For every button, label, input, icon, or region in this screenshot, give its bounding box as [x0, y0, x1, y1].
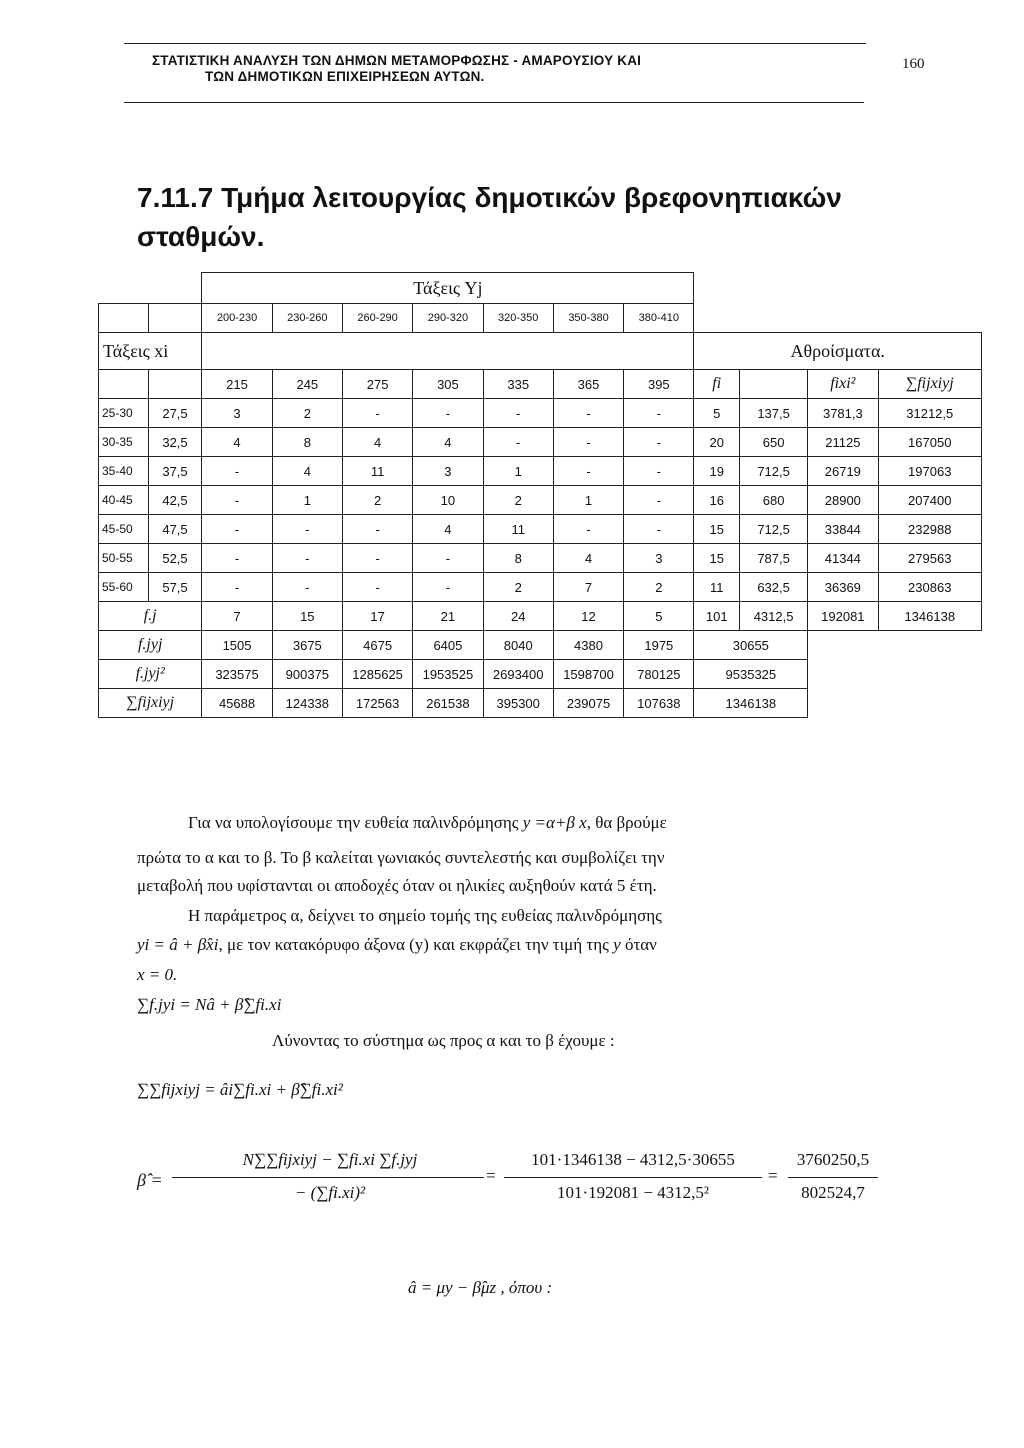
p1-text: Για να υπολογίσουμε την ευθεία παλινδρόμησης [188, 813, 519, 832]
freq-cell: 10 [413, 486, 483, 515]
fjyj2-cell: 900375 [272, 660, 342, 689]
row-sum-cell: 26719 [808, 457, 878, 486]
fj-label: f.j [99, 602, 202, 631]
fj-cell: 12 [553, 602, 623, 631]
freq-cell: - [553, 515, 623, 544]
normal-equation-2: ∑∑fijxiyj = âi∑fi.xi + β̂∑fi.xi² [137, 1080, 343, 1099]
fj-sum: 101 [694, 602, 739, 631]
sumfxy-cell: 261538 [413, 689, 483, 718]
table-row [99, 457, 982, 486]
paragraph-1 [188, 810, 667, 836]
fjyj2-cell: 1598700 [553, 660, 623, 689]
freq-cell: 1 [272, 486, 342, 515]
fjyj2-cell: 2693400 [483, 660, 553, 689]
fjyj2-cell: 323575 [202, 660, 272, 689]
row-sum-cell: 33844 [808, 515, 878, 544]
freq-cell: 3 [413, 457, 483, 486]
freq-cell: - [553, 428, 623, 457]
freq-cell: - [272, 515, 342, 544]
beta-numerator: N∑∑fijxiyj − ∑fi.xi ∑f.jyj [242, 1150, 418, 1169]
freq-cell: - [624, 457, 694, 486]
row-sum-cell: 36369 [808, 573, 878, 602]
fjyj2-total: 9535325 [694, 660, 808, 689]
paragraph-6: x = 0. [137, 965, 178, 984]
fjyj2-cell: 780125 [624, 660, 694, 689]
beta-numerator-values: 101·1346138 − 4312,5·30655 [531, 1150, 735, 1169]
freq-cell: 3 [202, 399, 272, 428]
freq-cell: 8 [483, 544, 553, 573]
x-interval: 30-35 [99, 428, 149, 457]
row-sum-cell: 20 [694, 428, 739, 457]
freq-cell: 4 [413, 428, 483, 457]
header-bottom-rule [124, 102, 864, 103]
fj-cell: 21 [413, 602, 483, 631]
row-sum-cell: 167050 [878, 428, 982, 457]
row-sum-cell: 41344 [808, 544, 878, 573]
freq-cell: - [342, 515, 412, 544]
freq-cell: 4 [272, 457, 342, 486]
x-interval: 40-45 [99, 486, 149, 515]
beta-denominator-values: 101·192081 − 4312,5² [556, 1183, 710, 1202]
x-interval: 55-60 [99, 573, 149, 602]
row-sum-cell: 232988 [878, 515, 982, 544]
y-interval: 230-260 [272, 304, 342, 333]
row-sum-cell: 230863 [878, 573, 982, 602]
freq-cell: - [202, 457, 272, 486]
freq-cell: - [553, 457, 623, 486]
row-sum-cell: 712,5 [739, 457, 807, 486]
table-row [99, 573, 982, 602]
row-sum-cell: 11 [694, 573, 739, 602]
row-sum-cell: 31212,5 [878, 399, 982, 428]
fjyj-cell: 3675 [272, 631, 342, 660]
fj-sum: 1346138 [878, 602, 982, 631]
freq-cell: - [553, 399, 623, 428]
row-sum-cell: 650 [739, 428, 807, 457]
fjyj-cell: 4675 [342, 631, 412, 660]
p5-end: όταν [624, 935, 657, 954]
p1-equation: y =α+β x [522, 813, 587, 832]
row-sum-cell: 680 [739, 486, 807, 515]
frequency-table [98, 272, 982, 780]
row-sum-cell: 3781,3 [808, 399, 878, 428]
sumfxy-cell: 124338 [272, 689, 342, 718]
y-midpoint: 395 [624, 370, 694, 399]
fjyj-cell: 6405 [413, 631, 483, 660]
freq-cell: - [342, 544, 412, 573]
p5-y: y [613, 935, 621, 954]
row-sum-cell: 787,5 [739, 544, 807, 573]
fjyj-total: 30655 [694, 631, 808, 660]
fj-cell: 7 [202, 602, 272, 631]
page-number: 160 [902, 56, 925, 72]
fj-sum: 192081 [808, 602, 878, 631]
fj-cell: 24 [483, 602, 553, 631]
y-midpoint: 365 [553, 370, 623, 399]
x-interval: 45-50 [99, 515, 149, 544]
fjyj2-cell: 1285625 [342, 660, 412, 689]
sumfxy-cell: 395300 [483, 689, 553, 718]
fjyj-cell: 8040 [483, 631, 553, 660]
header-line-2: ΤΩΝ ΔΗΜΟΤΙΚΩΝ ΕΠΙΧΕΙΡΗΣΕΩΝ ΑΥΤΩΝ. [205, 69, 485, 84]
sumfxy-cell: 45688 [202, 689, 272, 718]
freq-cell: 2 [483, 573, 553, 602]
freq-cell: - [624, 486, 694, 515]
freq-cell: 1 [483, 457, 553, 486]
fjyj-label: f.jyj [99, 631, 202, 660]
normal-equation-1: ∑f.jyi = Nâ + β̂∑fi.xi [137, 995, 282, 1014]
freq-cell: 4 [202, 428, 272, 457]
freq-cell: - [413, 544, 483, 573]
fj-sum: 4312,5 [739, 602, 807, 631]
sum-header-fixi [739, 370, 807, 399]
row-sum-cell: 15 [694, 515, 739, 544]
sumfxy-cell: 172563 [342, 689, 412, 718]
alpha-equation: â = μy − β̂μz , όπου : [408, 1278, 553, 1297]
row-sum-cell: 16 [694, 486, 739, 515]
equals-sign-2: = [768, 1166, 778, 1185]
freq-cell: 2 [272, 399, 342, 428]
y-interval: 380-410 [624, 304, 694, 333]
freq-cell: - [202, 573, 272, 602]
sum-header-fi: fi [694, 370, 739, 399]
freq-cell: - [413, 399, 483, 428]
row-sum-cell: 5 [694, 399, 739, 428]
freq-cell: 4 [342, 428, 412, 457]
y-interval: 290-320 [413, 304, 483, 333]
beta-lhs: β̂ = [137, 1170, 163, 1190]
freq-cell: 11 [342, 457, 412, 486]
sumfxy-cell: 239075 [553, 689, 623, 718]
freq-cell: 2 [342, 486, 412, 515]
table-row [99, 544, 982, 573]
p5-text: , με τον κατακόρυφο άξονα (y) και εκφράζει την τιμή της [218, 935, 609, 954]
freq-cell: - [624, 428, 694, 457]
x-interval: 25-30 [99, 399, 149, 428]
solve-text: Λύνοντας το σύστημα ως προς α και το β έχουμε : [272, 1031, 615, 1050]
x-midpoint: 47,5 [148, 515, 202, 544]
y-interval: 350-380 [553, 304, 623, 333]
x-midpoint: 32,5 [148, 428, 202, 457]
freq-cell: 2 [483, 486, 553, 515]
y-midpoint: 215 [202, 370, 272, 399]
p1-text-end: , θα βρούμε [586, 813, 667, 832]
y-midpoint: 245 [272, 370, 342, 399]
freq-cell: 2 [624, 573, 694, 602]
x-midpoint: 27,5 [148, 399, 202, 428]
freq-cell: - [413, 573, 483, 602]
table-row [99, 399, 982, 428]
freq-cell: - [342, 399, 412, 428]
row-sum-cell: 137,5 [739, 399, 807, 428]
beta-fraction-line-3 [788, 1177, 878, 1178]
freq-cell: - [272, 544, 342, 573]
fj-cell: 15 [272, 602, 342, 631]
fjyj2-label: f.jyj² [99, 660, 202, 689]
table-row [99, 428, 982, 457]
row-sum-cell: 15 [694, 544, 739, 573]
sumfxy-label: ∑fijxiyj [99, 689, 202, 718]
x-interval: 35-40 [99, 457, 149, 486]
paragraph-4: Η παράμετρος α, δείχνει το σημείο τομής της ευθείας παλινδρόμησης [188, 906, 662, 925]
beta-result-numerator: 3760250,5 [796, 1150, 870, 1169]
fjyj2-cell: 1953525 [413, 660, 483, 689]
row-sum-cell: 279563 [878, 544, 982, 573]
freq-cell: 11 [483, 515, 553, 544]
y-interval: 320-350 [483, 304, 553, 333]
fj-cell: 17 [342, 602, 412, 631]
row-sum-cell: 207400 [878, 486, 982, 515]
x-midpoint: 57,5 [148, 573, 202, 602]
row-sum-cell: 21125 [808, 428, 878, 457]
y-midpoint: 305 [413, 370, 483, 399]
fjyj-cell: 4380 [553, 631, 623, 660]
sum-header-fixi2: fixi² [808, 370, 878, 399]
paragraph-5 [137, 932, 657, 958]
beta-result-denominator: 802524,7 [801, 1183, 865, 1202]
equals-sign-1: = [486, 1166, 496, 1185]
freq-cell: - [202, 544, 272, 573]
header-top-rule [124, 43, 866, 44]
header-line-1: ΣΤΑΤΙΣΤΙΚΗ ΑΝΑΛΥΣΗ ΤΩΝ ΔΗΜΩΝ ΜΕΤΑΜΟΡΦΩΣΗΣ - ΑΜΑΡΟΥΣΙΟΥ ΚΑΙ [152, 53, 642, 68]
section-title: 7.11.7 Τμήμα λειτουργίας δημοτικών βρεφονηπιακών σταθμών. [137, 182, 842, 252]
beta-denominator: − (∑fi.xi)² [294, 1183, 366, 1202]
fjyj-cell: 1505 [202, 631, 272, 660]
freq-cell: - [624, 399, 694, 428]
row-sum-cell: 197063 [878, 457, 982, 486]
y-midpoint: 275 [342, 370, 412, 399]
freq-cell: - [202, 486, 272, 515]
freq-cell: - [272, 573, 342, 602]
y-interval: 260-290 [342, 304, 412, 333]
x-midpoint: 52,5 [148, 544, 202, 573]
totals-header: Αθροίσματα. [694, 333, 982, 370]
row-sum-cell: 19 [694, 457, 739, 486]
freq-cell: 8 [272, 428, 342, 457]
x-classes-header: Τάξεις xi [99, 333, 202, 370]
fjyj-cell: 1975 [624, 631, 694, 660]
paragraph-2: πρώτα το α και το β. Το β καλείται γωνιακός συντελεστής και συμβολίζει την [137, 848, 665, 867]
sumfxy-total: 1346138 [694, 689, 808, 718]
row-sum-cell: 28900 [808, 486, 878, 515]
freq-cell: 3 [624, 544, 694, 573]
freq-cell: 4 [553, 544, 623, 573]
y-midpoint: 335 [483, 370, 553, 399]
row-sum-cell: 712,5 [739, 515, 807, 544]
sumfxy-cell: 107638 [624, 689, 694, 718]
freq-cell: - [483, 428, 553, 457]
beta-fraction-line-2 [504, 1177, 762, 1178]
paragraph-3: μεταβολή που υφίστανται οι αποδοχές όταν οι ηλικίες αυξηθούν κατά 5 έτη. [137, 876, 657, 895]
freq-cell: 7 [553, 573, 623, 602]
y-interval: 200-230 [202, 304, 272, 333]
y-classes-header: Τάξεις Yj [202, 273, 694, 304]
freq-cell: 1 [553, 486, 623, 515]
x-interval: 50-55 [99, 544, 149, 573]
freq-cell: - [483, 399, 553, 428]
freq-cell: - [342, 573, 412, 602]
p5-equation: yi = â + β̂xi [137, 935, 219, 954]
freq-cell: - [624, 515, 694, 544]
table-row [99, 486, 982, 515]
freq-cell: - [202, 515, 272, 544]
sum-header-fxy: ∑fijxiyj [878, 370, 982, 399]
x-midpoint: 37,5 [148, 457, 202, 486]
table-row [99, 515, 982, 544]
freq-cell: 4 [413, 515, 483, 544]
beta-fraction-line [172, 1177, 484, 1178]
x-midpoint: 42,5 [148, 486, 202, 515]
row-sum-cell: 632,5 [739, 573, 807, 602]
fj-cell: 5 [624, 602, 694, 631]
